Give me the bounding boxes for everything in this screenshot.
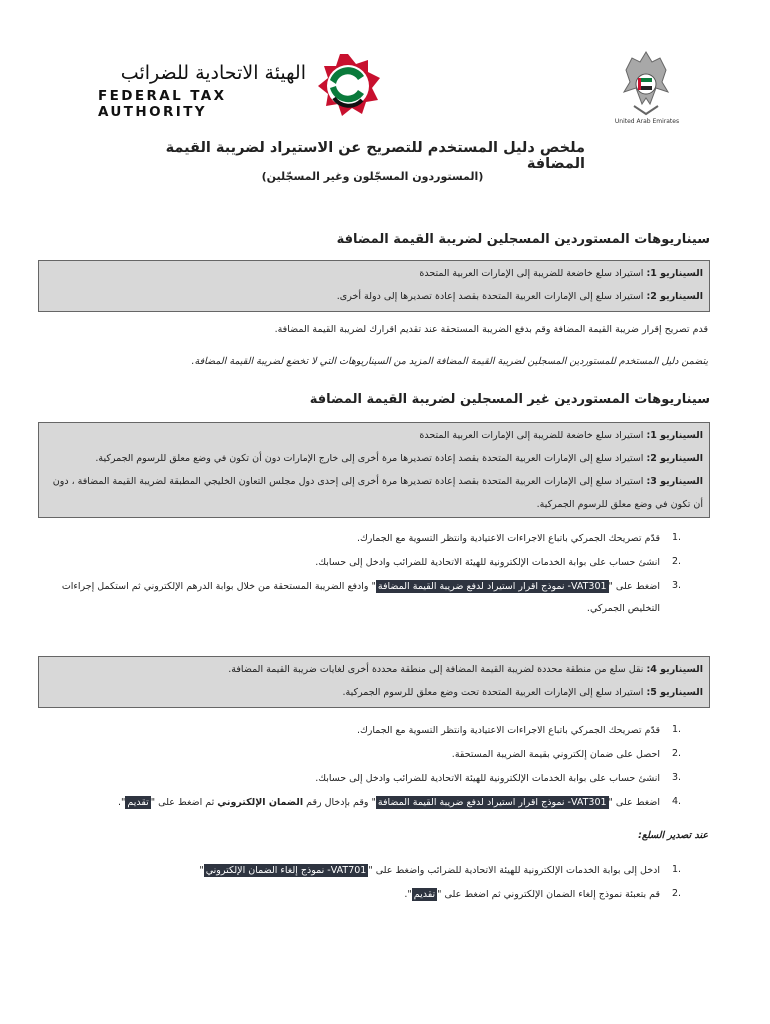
emblem-caption: United Arab Emirates xyxy=(614,118,680,125)
step-number: 1. xyxy=(672,532,682,543)
step-text: انشئ حساب على بوابة الخدمات الإلكترونية للهيئة الاتحادية للضرائب وادخل إلى حسابك. xyxy=(315,557,660,568)
section-heading-registered: سيناريوهات المستوردين المسجلين لضريبة القيمة المضافة xyxy=(336,232,710,247)
section-heading-unregistered: سيناريوهات المستوردين غير المسجلين لضريبة القيمة المضافة xyxy=(309,392,710,407)
uae-emblem-icon xyxy=(618,48,674,120)
scenario-line: السيناريو 2: استيراد سلع إلى الإمارات العربية المتحدة بقصد إعادة تصديرها مرة أخرى إلى خارج الإمارات دون أن تكون في وضع معلق للرسوم الجمركية. xyxy=(95,453,703,464)
scenario-box-suspension xyxy=(38,656,710,708)
scenario-line: السيناريو 4: نقل سلع من منطقة محددة لضريبة القيمة المضافة إلى منطقة محددة أخرى لغايات ضريبة القيمة المضافة. xyxy=(228,664,703,675)
scenario-line: السيناريو 1: استيراد سلع خاضعة للضريبة إلى الإمارات العربية المتحدة xyxy=(419,430,703,441)
form-link-vat701[interactable]: VAT701- نموذج إلغاء الضمان الإلكتروني xyxy=(205,865,367,876)
step-text: انشئ حساب على بوابة الخدمات الإلكترونية للهيئة الاتحادية للضرائب وادخل إلى حسابك. xyxy=(315,773,660,784)
step-number: 4. xyxy=(672,796,682,807)
step-text: قدّم تصريحك الجمركي باتباع الاجراءات الاعتيادية وانتظر التسوية مع الجمارك. xyxy=(356,533,660,544)
step-number: 3. xyxy=(672,580,682,591)
step-number: 3. xyxy=(672,772,682,783)
scenario-line: السيناريو 5: استيراد سلع إلى الإمارات العربية المتحدة تحت وضع معلق للرسوم الجمركية. xyxy=(342,687,703,698)
step-text: قم بتعبئة نموذج إلغاء الضمان الإلكتروني ثم اضغط على "تقديم". xyxy=(404,889,660,900)
scenario-line: السيناريو 3: استيراد سلع إلى الإمارات العربية المتحدة بقصد إعادة تصديرها مرة أخرى إلى إحدى دول مجلس التعاون الخليجي المطبقة لضريبة القيمة المضافة ، دون xyxy=(52,476,703,487)
form-link-vat301[interactable]: VAT301- نموذج اقرار استيراد لدفع ضريبة القيمة المضافة xyxy=(377,581,607,592)
scenario-box-unregistered xyxy=(38,422,710,518)
submit-button[interactable]: تقديم xyxy=(413,889,436,900)
step-text: ادخل إلى بوابة الخدمات الإلكترونية للهيئة الاتحادية للضرائب واضغط على "VAT701- نموذج إلغاء الضمان الإلكتروني" xyxy=(199,865,660,876)
scenario-box-registered xyxy=(38,260,710,312)
org-name-ar: الهيئة الاتحادية للضرائب xyxy=(120,62,306,84)
step-number: 2. xyxy=(672,748,682,759)
step-text: قدّم تصريحك الجمركي باتباع الاجراءات الاعتيادية وانتظر التسوية مع الجمارك. xyxy=(356,725,660,736)
step-number: 1. xyxy=(672,864,682,875)
step-number: 2. xyxy=(672,888,682,899)
form-link-vat301[interactable]: VAT301- نموذج اقرار استيراد لدفع ضريبة القيمة المضافة xyxy=(377,797,607,808)
scenario-line: السيناريو 2: استيراد سلع إلى الإمارات العربية المتحدة بقصد إعادة تصديرها إلى دولة أخرى. xyxy=(336,291,703,302)
page-subtitle: (المستوردون المسجّلون وغير المسجّلين) xyxy=(261,170,484,183)
step-number: 2. xyxy=(672,556,682,567)
step-text-continued: التخليص الجمركي. xyxy=(586,603,660,614)
step-text: احصل على ضمان إلكتروني بقيمة الضريبة المستحقة. xyxy=(451,749,660,760)
registered-note: قدم تصريح إقرار ضريبة القيمة المضافة وقم بدفع الضريبة المستحقة عند تقديم اقرارك لضريبة القيمة المضافة. xyxy=(274,324,708,335)
step-number: 1. xyxy=(672,724,682,735)
scenario-line: السيناريو 1: استيراد سلع خاضعة للضريبة إلى الإمارات العربية المتحدة xyxy=(419,268,703,279)
step-text: اضغط على "VAT301- نموذج اقرار استيراد لدفع ضريبة القيمة المضافة" وادفع الضريبة المستحقة من خلال بوابة الدرهم الإلكتروني ثم استكمل إجراءات xyxy=(61,581,660,592)
org-name-en: FEDERAL TAX AUTHORITY xyxy=(98,88,227,120)
registered-italic-note: يتضمن دليل المستخدم للمستوردين المسجلين لضريبة القيمة المضافة المزيد من السيناريوهات التي لا تخضع لضريبة القيمة المضافة. xyxy=(191,356,708,367)
fta-logo-icon xyxy=(312,50,384,122)
export-heading: عند تصدير السلع: xyxy=(638,830,708,841)
submit-button[interactable]: تقديم xyxy=(127,797,149,808)
page-title: ملخص دليل المستخدم للتصريح عن الاستيراد لضريبة القيمة المضافة xyxy=(165,140,585,172)
step-text: اضغط على "VAT301- نموذج اقرار استيراد لدفع ضريبة القيمة المضافة" وقم بإدخال رقم الضمان الإلكتروني ثم اضغط على "تقديم". xyxy=(118,797,660,808)
scenario-line: أن تكون في وضع معلق للرسوم الجمركية. xyxy=(536,499,703,510)
